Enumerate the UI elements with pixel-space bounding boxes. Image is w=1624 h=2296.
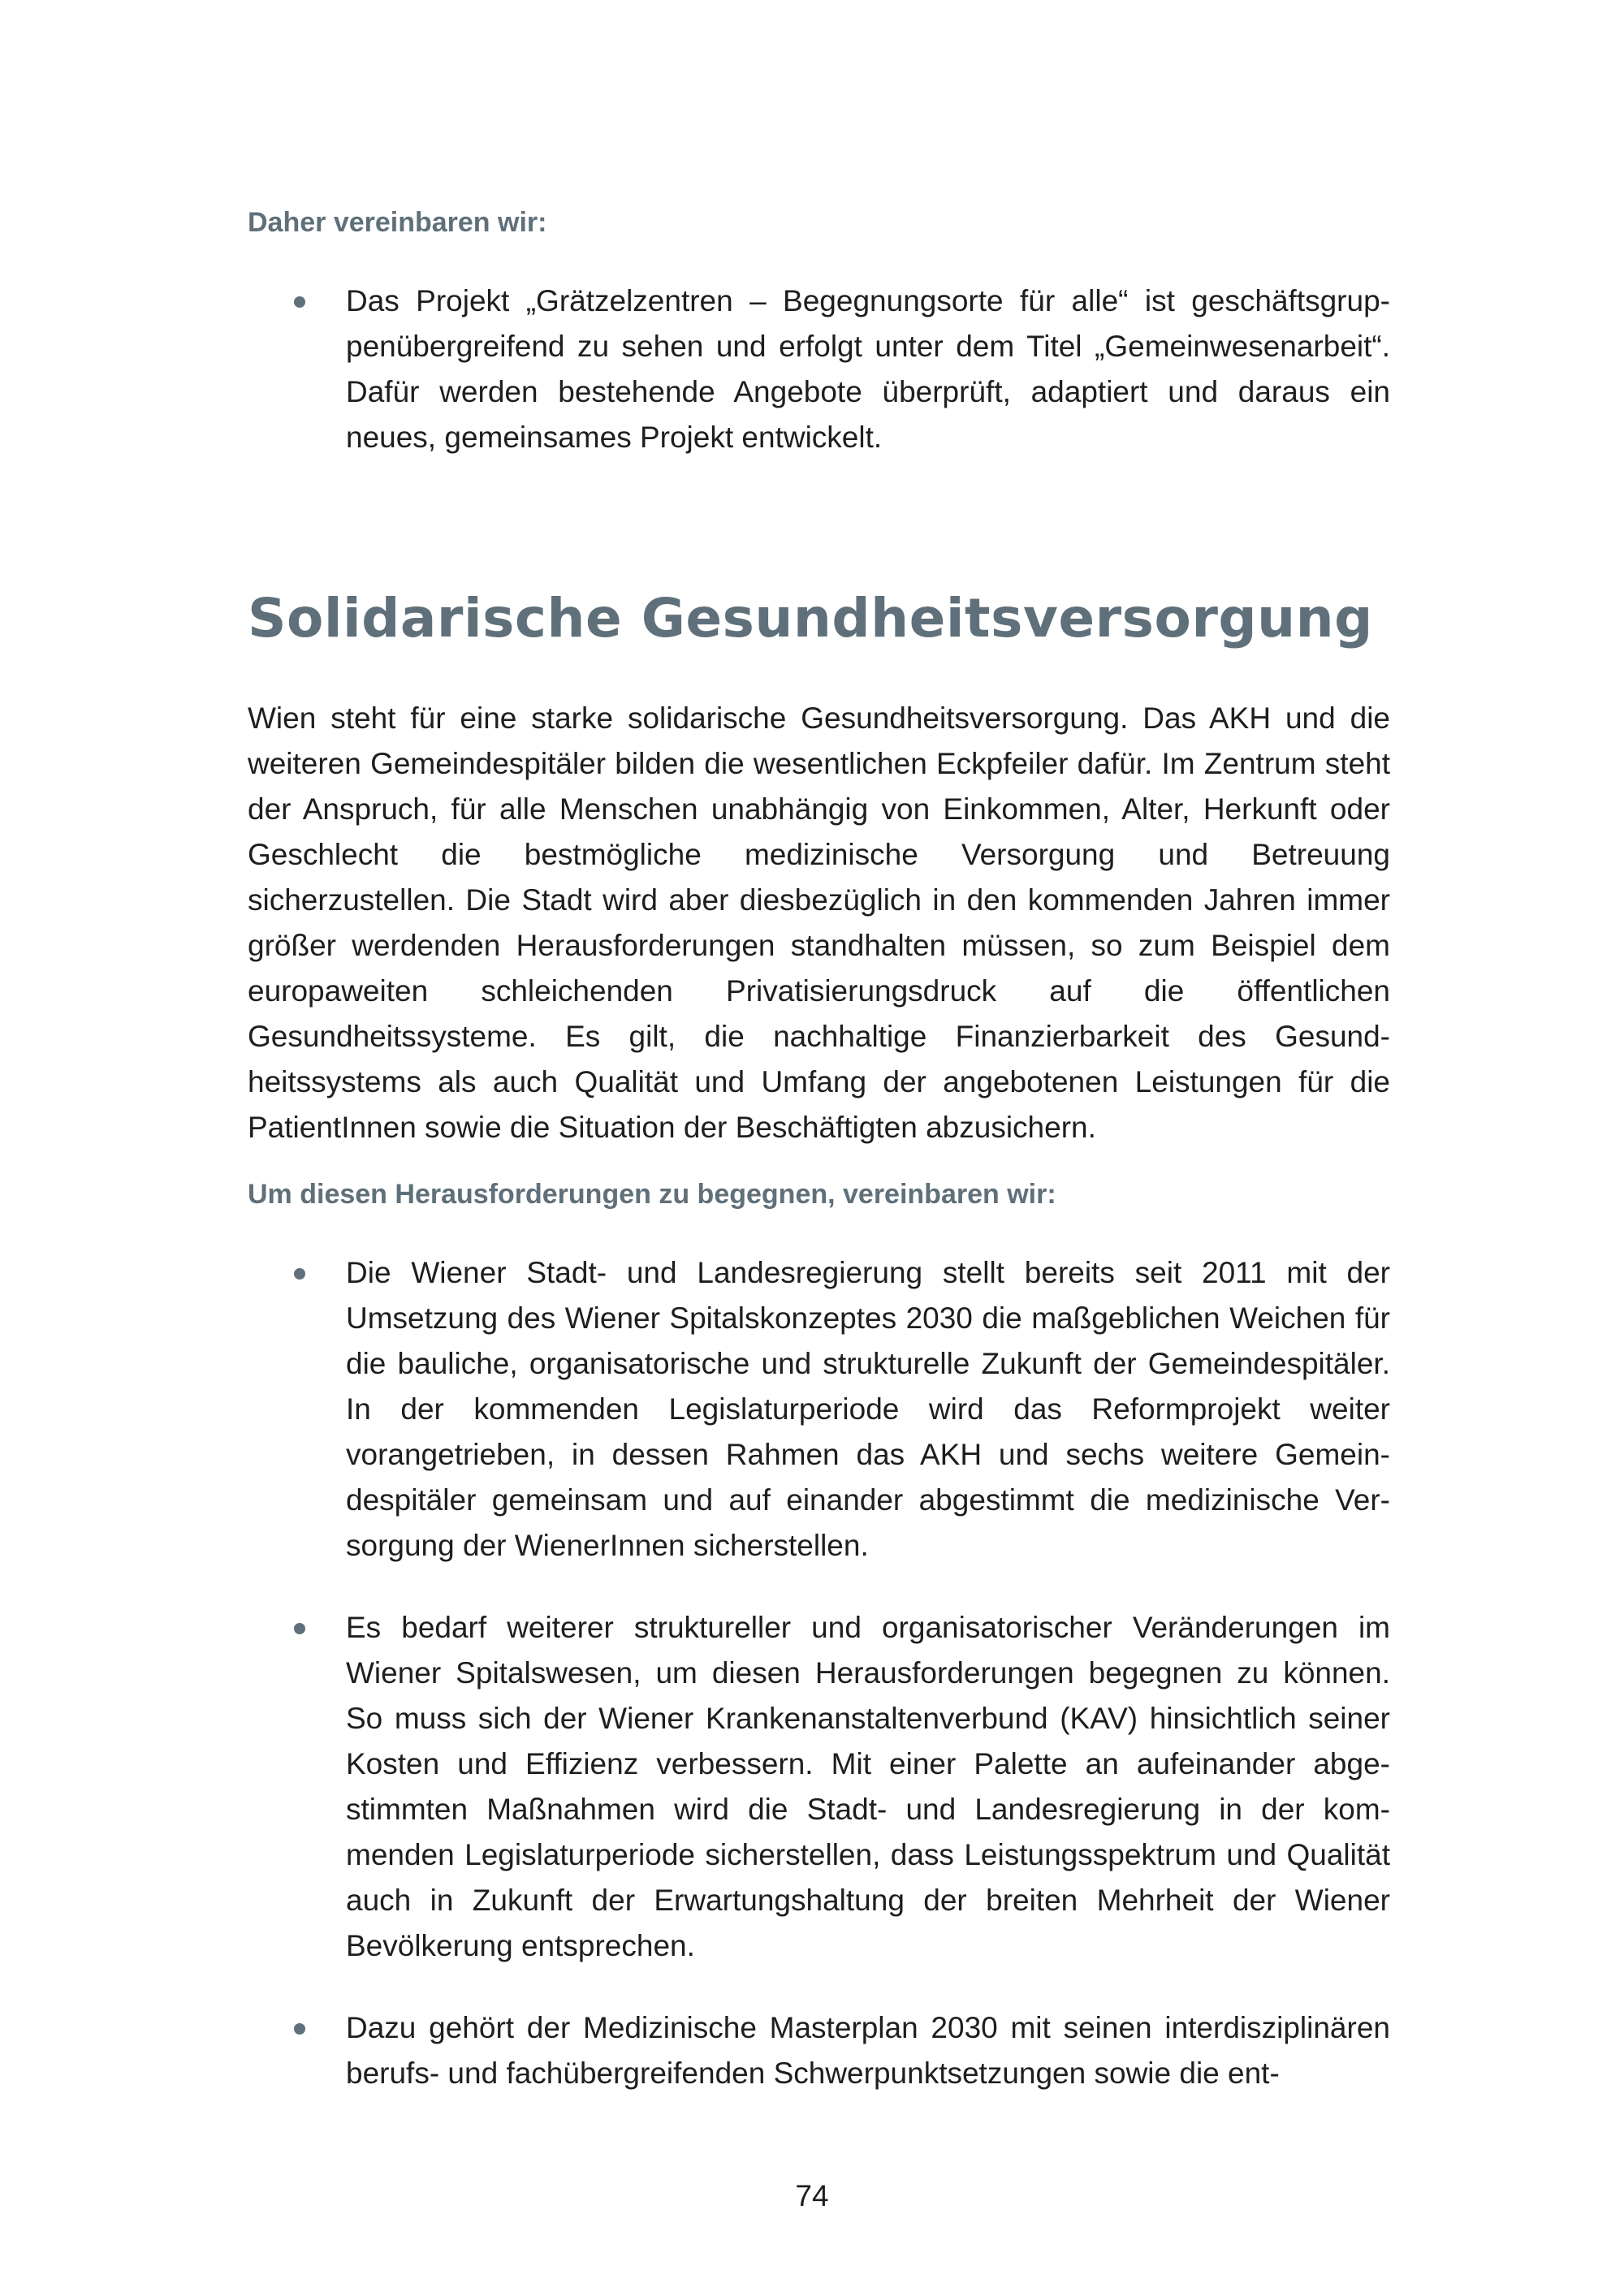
list-item-text: Die Wiener Stadt- und Landesregierung stellt bereits seit 2011 mit der Umsetzung des Wiener Spitalskonzeptes 2030 die maßgeblichen Weichen für die bauliche, organisatorische und strukturelle Zukunft der Gemeindespitäler. In der kommenden Legislaturperiode wird das Reformprojekt weiter vorangetrieben, in dessen Rahmen das AKH und sechs weitere Gemeindespitäler gemeinsam und auf einander abgestimmt die medizinische Versorgung der WienerInnen sicherstellen. xyxy=(346,1256,1390,1562)
list-item-text: Das Projekt „Grätzelzentren – Begegnungsorte für alle“ ist geschäftsgruppenübergreifend zu sehen und erfolgt unter dem Titel „Gemeinwesenarbeit“. Dafür werden bestehende Angebote überprüft, adaptiert und daraus ein neues, gemeinsames Projekt entwickelt. xyxy=(346,284,1390,454)
list-item xyxy=(248,1605,1390,1969)
subheading-agreement: Daher vereinbaren wir: xyxy=(248,207,547,238)
intro-paragraph: Wien steht für eine starke solidarische Gesundheitsversorgung. Das AKH und die weiteren Gemeindespitäler bilden die wesentlichen Eckpfeiler dafür. Im Zentrum steht der Anspruch, für alle Menschen unabhängig von Einkommen, Alter, Herkunft oder Geschlecht die bestmögliche medizinische Versorgung und Betreuung sicherzustellen. Die Stadt wird aber diesbezüglich in den kommenden Jahren immer größer werdenden Herausforderungen standhalten müssen, so zum Beispiel dem europaweiten schleichenden Privatisierungsdruck auf die öffentlichen Gesundheitssysteme. Es gilt, die nachhaltige Finanzierbarkeit des Gesundheitssystems als auch Qualität und Umfang der angebotenen Leistungen für die PatientInnen sowie die Situation der Beschäftigten abzusichern. xyxy=(248,701,1390,1144)
list-item-text: Dazu gehört der Medizinische Masterplan 2030 mit seinen interdisziplinären berufs- und fachübergreifenden Schwerpunktsetzungen sowie die ent- xyxy=(346,2011,1390,2090)
list-item-text: Es bedarf weiterer struktureller und organisatorischer Veränderungen im Wiener Spitalswesen, um diesen Herausforderungen begegnen zu können. So muss sich der Wiener Krankenanstaltenverbund (KAV) hinsichtlich seiner Kosten und Effizienz verbessern. Mit einer Palette an aufeinander abgestimmten Maßnahmen wird die Stadt- und Landesregierung in der kommenden Legislaturperiode sicherstellen, dass Leistungsspektrum und Qualität auch in Zukunft der Erwartungshaltung der breiten Mehrheit der Wiener Bevölkerung entsprechen. xyxy=(346,1611,1390,1962)
section-title: Solidarische Gesundheitsversorgung xyxy=(248,587,1373,650)
list-item xyxy=(248,278,1390,460)
list-item xyxy=(248,1250,1390,1569)
list-item xyxy=(248,2005,1390,2096)
bullet-list-2 xyxy=(248,1250,1390,2096)
bullet-icon xyxy=(294,1623,305,1634)
bullet-icon xyxy=(294,1268,305,1280)
subheading-challenges: Um diesen Herausforderungen zu begegnen, vereinbaren wir: xyxy=(248,1179,1056,1210)
bullet-list-1 xyxy=(248,278,1390,460)
page-content xyxy=(248,203,1390,2133)
bullet-icon xyxy=(294,2023,305,2035)
bullet-icon xyxy=(294,296,305,308)
page-number: 74 xyxy=(795,2179,829,2212)
